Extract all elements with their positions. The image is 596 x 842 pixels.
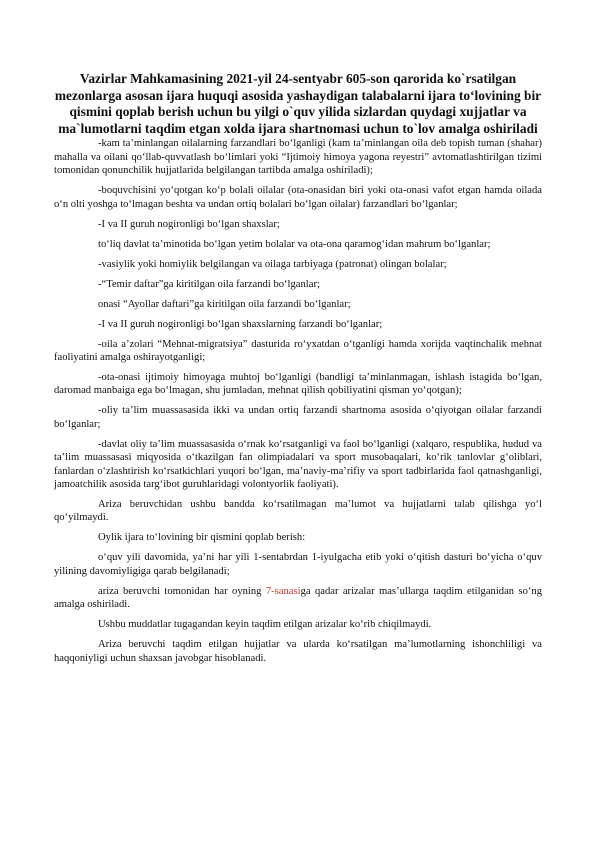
paragraph-1: -kam ta’minlangan oilalarning farzandlari bo‘lganligi (kam ta’minlangan oila deb topish tuman (shahar) mahalla va oilani qo‘llab-quvvatlash bo‘limlari yoki “Ijtimoiy himoya yagona reyestri” avtomatlashtirilgan tizimi tomonidan qonunchilik hujjatlarida belgilangan tartibda amalga oshiriladi); [54, 138, 542, 177]
paragraph-13: Ariza beruvchidan ushbu bandda ko‘rsatilmagan ma’lumot va hujjatlarni talab qilishga yo‘l qo‘yilmaydi. [54, 499, 542, 524]
deadline-highlight: 7-sanasi [265, 585, 301, 597]
paragraph-6: -“Temir daftar”ga kiritilgan oila farzandi bo‘lganlar; [98, 278, 320, 290]
document-title: Vazirlar Mahkamasining 2021-yil 24-sentyabr 605-son qarorida ko`rsatilgan mezonlarga asosan ijara huquqi asosida yashaydigan talabalarni ijara to‘lovining bir qismini qoplab berish uchun bu yilgi o`quv yilida sizlardan quydagi xujjatlar va ma`lumotlarni taqdim etgan xolda ijara shartnomasi uchun to`lov amalga oshiriladi [54, 71, 542, 136]
deadline-text-after: ga qadar arizalar mas’ullarga taqdim etilganidan so‘ng amalga oshiriladi. [54, 585, 542, 611]
paragraph-2: -boquvchisini yo‘qotgan ko‘p bolali oilalar (ota-onasidan biri yoki ota-onasi vafot etgan hamda oilada o‘n olti yoshga to‘lmagan beshta va undan ortiq bolalari bo‘lgan oilalar) farzandlari bo‘lganlar; [54, 185, 542, 210]
paragraph-12: -davlat oliy ta’lim muassasasida o‘rnak ko‘rsatganligi va faol bo‘lganligi (xalqaro, respublika, hudud va ta’lim muassasasi miqyosida o‘tkazilgan fan olimpiadalari va sport musobaqalari, ko‘rik tanlovlar g‘oliblari, fanlardan o‘zlashtirish ko‘rsatkichlari yuqori bo‘lgan, ma’naviy-ma’rifiy va sport tadbirlarida faol qatnashganligi, jamoatchilik asosida targ‘ibot guruhlaridagi volontyorlik faoliyati). [54, 438, 542, 491]
paragraph-5: -vasiylik yoki homiylik belgilangan va oilaga tarbiyaga (patronat) olingan bolalar; [98, 258, 447, 270]
deadline-paragraph [54, 585, 542, 612]
deadline-text-before: ariza beruvchi tomonidan har oyning [98, 585, 266, 597]
document-page [54, 71, 542, 672]
paragraph-14: Oylik ijara to‘lovining bir qismini qoplab berish: [98, 532, 306, 544]
closing-paragraph-1: Ushbu muddatlar tugagandan keyin taqdim etilgan arizalar ko‘rib chiqilmaydi. [98, 619, 432, 631]
closing-paragraph-2: Ariza beruvchi taqdim etilgan hujjatlar va ularda ko‘rsatilgan ma’lumotlarning ishonchliligi va haqqoniyligi uchun shaxsan javobgar hisoblanadi. [54, 639, 542, 664]
paragraph-7: onasi “Ayollar daftari”ga kiritilgan oila farzandi bo‘lganlar; [98, 298, 351, 310]
paragraph-4: to‘liq davlat ta’minotida bo‘lgan yetim bolalar va ota-ona qaramog‘idan mahrum bo‘lganlar; [98, 238, 491, 250]
paragraph-10: -ota-onasi ijtimoiy himoyaga muhtoj bo‘lganligi (bandligi ta’minlanmagan, ishlash istagida bo‘lgan, daromad manbaiga ega bo‘lmagan, shu jumladan, mehnat qilish qobiliyatini qisman yo‘qotgan); [54, 372, 542, 397]
paragraph-3: -I va II guruh nogironligi bo‘lgan shaxslar; [98, 218, 280, 230]
paragraph-9: -oila a’zolari “Mehnat-migratsiya” dasturida ro‘yxatdan o‘tganligi hamda xorijda vaqtinchalik mehnat faoliyatini amalga oshirayotganligi; [54, 338, 542, 363]
paragraph-8: -I va II guruh nogironligi bo‘lgan shaxslarning farzandi bo‘lganlar; [98, 318, 383, 330]
paragraph-15: o‘quv yili davomida, ya’ni har yili 1-sentabrdan 1-iyulgacha etib yoki o‘qitish dasturi bo‘yicha o‘quv yilining davomiyligiga qarab belgilanadi; [54, 552, 542, 577]
paragraph-11: -oliy ta’lim muassasasida ikki va undan ortiq farzandi shartnoma asosida o‘qiyotgan oilalar farzandi bo‘lganlar; [54, 405, 542, 430]
